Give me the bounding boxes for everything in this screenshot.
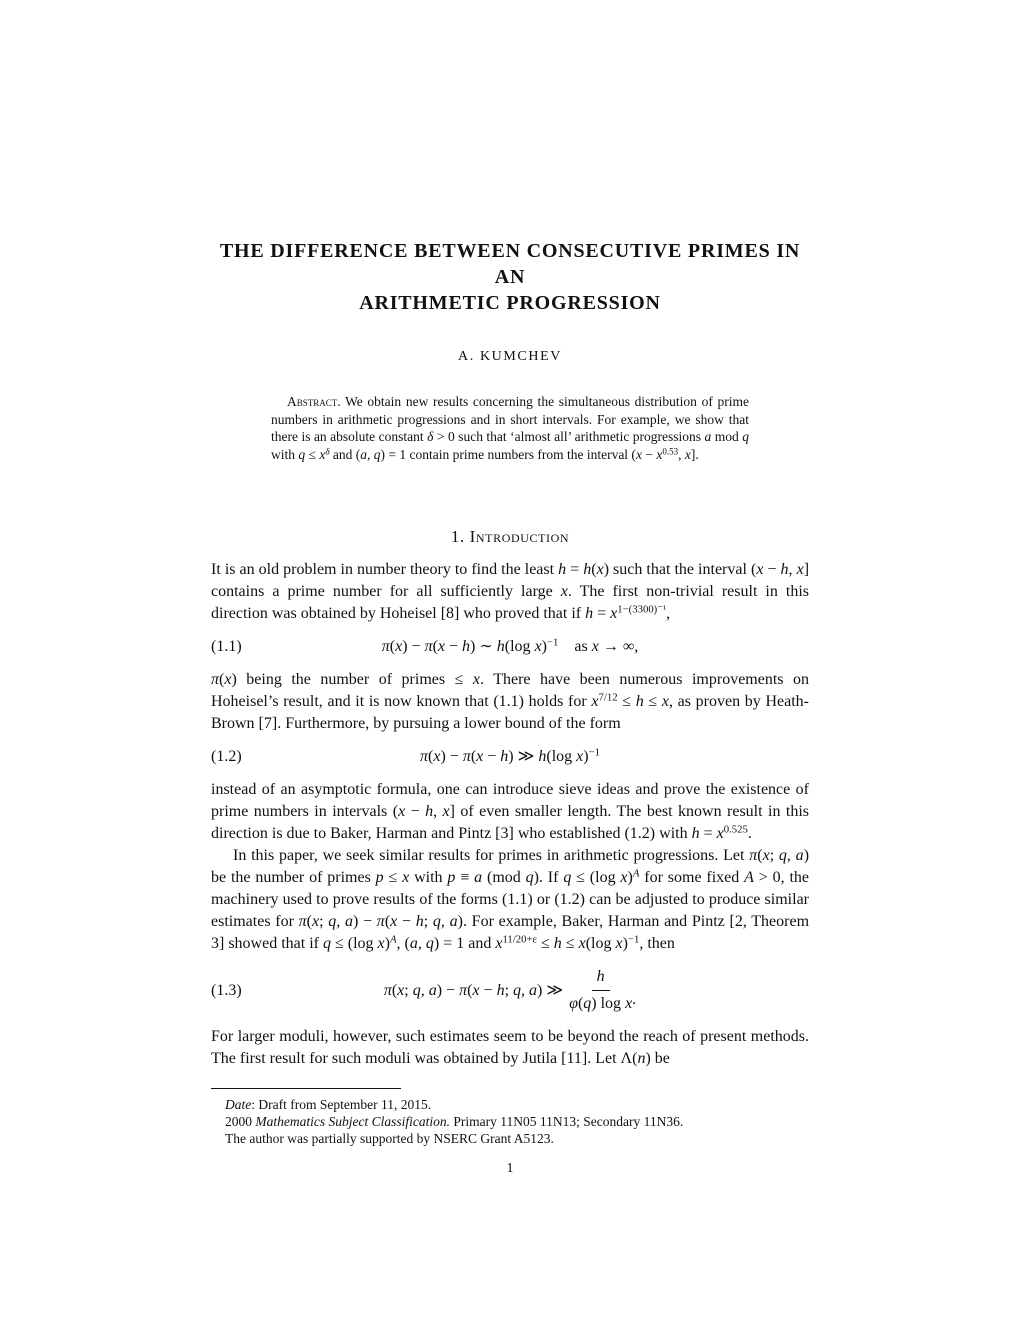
equation-1-1: [211, 636, 809, 658]
footnote-support: The author was partially supported by NSERC Grant A5123.: [225, 1131, 554, 1146]
footnote-date: Date: Draft from September 11, 2015.: [225, 1097, 432, 1112]
footnote-msc: 2000 Mathematics Subject Classification. Primary 11N05 11N13; Secondary 11N36.: [225, 1114, 684, 1129]
paragraph-3: instead of an asymptotic formula, one can introduce sieve ideas and prove the existence of prime numbers in intervals (x − h, x] of even smaller length. The best known result in this direction is due to Baker, Harman and Pintz [3] who established (1.2) with $h = x^{0.525}$.: [211, 781, 810, 842]
fraction-denominator: φ(q) log x: [569, 995, 633, 1012]
equation-1-3-number: (1.3): [211, 981, 242, 999]
equation-1-1-number: (1.1): [211, 638, 242, 655]
page-number: 1: [506, 1161, 514, 1176]
equation-1-3-body: [384, 966, 636, 1015]
equation-1-3-tail: .: [632, 990, 637, 1008]
paper-title: [211, 238, 809, 316]
author-name: A. KUMCHEV: [458, 349, 562, 364]
paragraph-2: π(x) being the number of primes ≤ x. There have been numerous improvements on Hoheisel’s result, and it is now known that (1.1) holds for $x^{7/12} \le h \le x$, as proven by Heath-Brown [7]. Furthermore, by pursuing a lower bound of the form: [211, 671, 810, 732]
paper-content: [211, 238, 809, 1177]
fraction: [569, 966, 632, 1015]
footnote-rule: [211, 1088, 401, 1089]
abstract: Abstract. We obtain new results concerning the simultaneous distribution of prime numbers in arithmetic progressions and in short intervals. For example, we show that there is an absolute constant δ > 0 such that ‘almost all’ arithmetic progressions a mod q with $q \le x^\delta$ and (a, q) = 1 contain prime numbers from the interval ($x - x^{0.53}$, x].: [271, 394, 749, 462]
equation-1-2: [211, 746, 809, 768]
equation-1-3: [211, 966, 809, 1015]
equation-1-2-number: (1.2): [211, 748, 242, 765]
footnotes: [211, 1096, 809, 1147]
paragraph-4: In this paper, we seek similar results for primes in arithmetic progressions. Let π(x; q, a) be the number of primes p ≤ x with p ≡ a (mod q). If q ≤ (log x)$^A$ for some fixed A > 0, the machinery used to prove results of the forms (1.1) or (1.2) can be adjusted to produce similar estimates for π(x; q, a) − π(x − h; q, a). For example, Baker, Harman and Pintz [2, Theorem 3] showed that if q ≤ (log x)$^A$, (a, q) = 1 and $x^{11/20+\varepsilon} \le h \le x(\log$ x)$^{-1}$, then: [211, 847, 810, 952]
equation-1-1-body: π(x) − π(x − h) ∼ h(log x)$^{-1}$ as x → ∞,: [381, 636, 639, 655]
paragraph-1: It is an old problem in number theory to find the least h = h(x) such that the interval (x − h, x] contains a prime number for all sufficiently large x. The first non-trivial result in this direction was obtained by Hoheisel [8] who proved that if $h = x^{1-(3300)^{-1}}$,: [211, 561, 810, 622]
equation-1-2-body: π(x) − π(x − h) ≫ h(log x)$^{-1}$: [420, 746, 600, 765]
paper-title-line-2: ARITHMETIC PROGRESSION: [359, 292, 661, 314]
fraction-numerator: h: [592, 966, 610, 991]
paragraph-5: For larger moduli, however, such estimates seem to be beyond the reach of present methods. The first result for such moduli was obtained by Jutila [11]. Let Λ(n) be: [211, 1028, 809, 1067]
section-heading: 1. Introduction: [450, 527, 570, 546]
equation-1-3-lhs: π(x; q, a) − π(x − h; q, a) ≫: [383, 981, 564, 999]
paper-title-line-1: THE DIFFERENCE BETWEEN CONSECUTIVE PRIMES IN AN: [219, 240, 801, 288]
